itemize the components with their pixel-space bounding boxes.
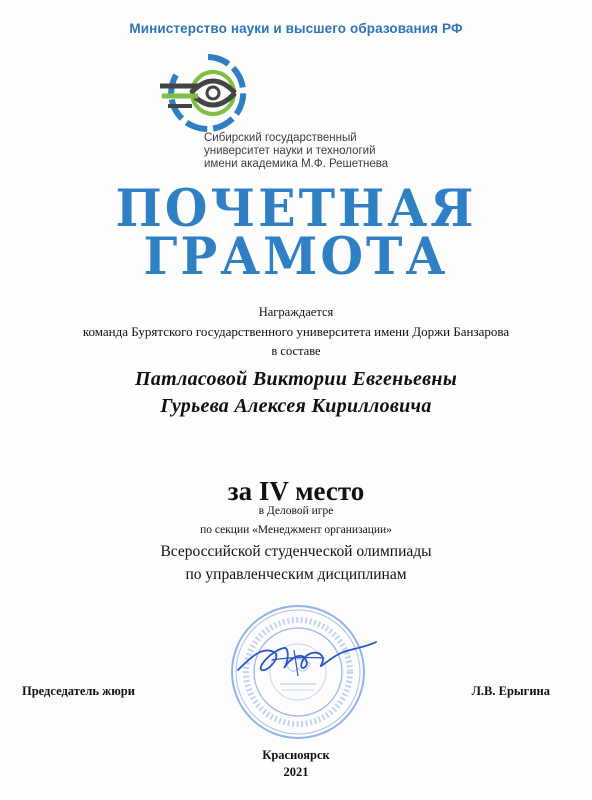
event-label: в Деловой игре [258, 505, 334, 517]
university-line: Сибирский государственный [204, 132, 357, 144]
place-heading: за IV место [227, 476, 365, 506]
university-line: университет науки и технологий [204, 145, 376, 157]
title-line-2: ГРАМОТА [143, 225, 449, 287]
member-name: Гурьева Алексея Кирилловича [160, 395, 432, 417]
city-label: Красноярск [262, 748, 330, 762]
university-logo-icon [158, 47, 258, 139]
university-name [204, 132, 388, 171]
title-line-1: ПОЧЕТНАЯ [115, 177, 477, 239]
handwritten-signature-icon [232, 630, 382, 690]
member-name: Патласовой Виктории Евгеньевны [135, 368, 457, 390]
year-label: 2021 [283, 765, 309, 779]
olympiad-line-1: Всероссийской студенческой олимпиады [160, 543, 432, 560]
university-line: имени академика М.Ф. Решетнева [204, 158, 389, 170]
olympiad-line-2: по управленческим дисциплинам [185, 566, 407, 583]
awarded-label: Награждается [258, 305, 334, 319]
section-label: по секции «Менеджмент организации» [200, 524, 392, 536]
composition-label: в составе [271, 344, 321, 358]
jury-chair-label: Председатель жюри [22, 684, 135, 698]
ministry-heading: Министерство науки и высшего образования РФ [129, 21, 463, 36]
signer-name: Л.В. Ерыгина [471, 684, 550, 698]
team-name: команда Бурятского государственного университета имени Доржи Банзарова [82, 324, 510, 339]
